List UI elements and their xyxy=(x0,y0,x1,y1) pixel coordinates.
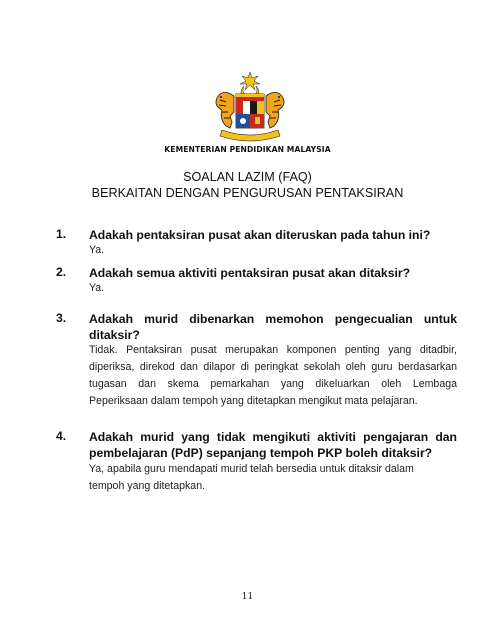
page-number: 11 xyxy=(241,592,254,602)
malaysia-coat-of-arms-icon xyxy=(200,72,300,144)
faq-answer: Ya. xyxy=(89,244,105,256)
faq-number: 2. xyxy=(56,265,67,279)
faq-question: Adakah murid yang tidak mengikuti aktiviti pengajaran dan pembelajaran (PdP) sepanjang tempoh PKP boleh ditaksir? xyxy=(89,430,457,460)
document-title: SOALAN LAZIM (FAQ) xyxy=(183,170,312,184)
faq-number: 1. xyxy=(56,227,67,241)
document-subtitle: BERKAITAN DENGAN PENGURUSAN PENTAKSIRAN xyxy=(91,186,404,200)
faq-number: 4. xyxy=(56,429,67,443)
faq-number: 3. xyxy=(56,311,67,325)
faq-question: Adakah murid dibenarkan memohon pengecualian untuk ditaksir? xyxy=(89,312,457,342)
faq-answer: Ya. xyxy=(89,282,105,294)
faq-answer: Ya, apabila guru mendapati murid telah bersedia untuk ditaksir dalam tempoh yang ditetapkan. xyxy=(89,463,414,492)
faq-answer: Tidak. Pentaksiran pusat merupakan komponen penting yang ditadbir, diperiksa, direkod dan dilapor di peringkat sekolah oleh guru berdasarkan tugasan dan skema pemarkahan yang dikeluarkan oleh Lembaga Peperiksaan dalam tempoh yang ditetapkan mengikut mata pelajaran. xyxy=(89,344,457,407)
faq-question: Adakah pentaksiran pusat akan diteruskan pada tahun ini? xyxy=(89,228,431,242)
ministry-name: KEMENTERIAN PENDIDIKAN MALAYSIA xyxy=(164,145,331,154)
faq-question: Adakah semua aktiviti pentaksiran pusat akan ditaksir? xyxy=(89,266,411,280)
